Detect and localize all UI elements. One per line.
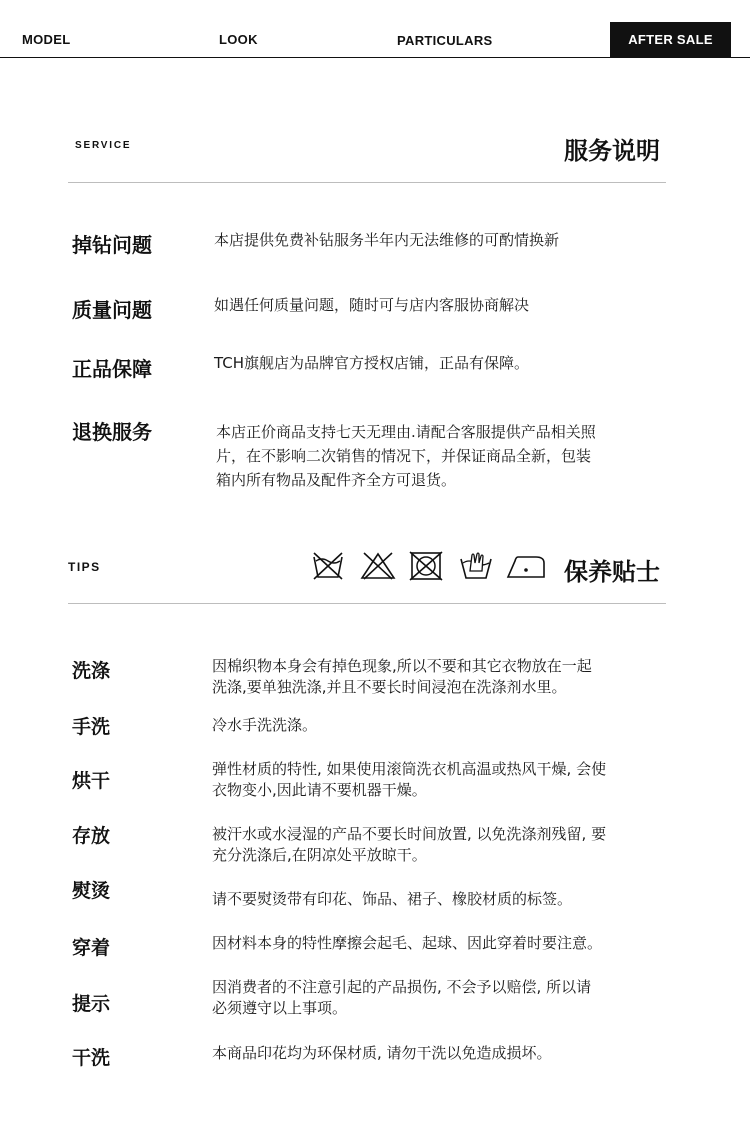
- tip-item-text: [212, 824, 662, 866]
- tip-item-label: 存放: [72, 825, 111, 847]
- service-item-text: 如遇任何质量问题，随时可与店内客服协商解决: [214, 296, 530, 314]
- no-wash-icon: [310, 551, 346, 581]
- service-item-text: 本店提供免费补钻服务半年内无法维修的可酌情换新: [214, 231, 560, 249]
- text-line: 请不要熨烫带有印花、饰品、裙子、橡胶材质的标签。: [212, 890, 573, 908]
- tip-item-label: 干洗: [72, 1047, 111, 1069]
- tip-item-text: [212, 759, 662, 801]
- nav-tab-after-sale[interactable]: [610, 22, 731, 58]
- nav-tab-model[interactable]: [22, 32, 70, 68]
- text-line: 因材料本身的特性摩擦会起毛、起球、因此穿着时要注意。: [212, 934, 603, 952]
- tip-item-label: 熨烫: [72, 880, 111, 902]
- service-item-label: 退换服务: [72, 420, 152, 444]
- service-item-label: 掉钻问题: [72, 233, 152, 257]
- tip-item-label: 洗涤: [72, 660, 111, 682]
- service-title-cn: 服务说明: [564, 137, 660, 165]
- tip-item-label: 烘干: [72, 770, 111, 792]
- iron-low-icon: [506, 551, 546, 581]
- text-line: 必须遵守以上事项。: [212, 999, 348, 1017]
- service-item-text: TCH旗舰店为品牌官方授权店铺，正品有保障。: [214, 354, 530, 372]
- text-line: 箱内所有物品及配件齐全方可退货。: [216, 471, 457, 489]
- tips-title-en: TIPS: [68, 560, 101, 574]
- nav-tab-label: LOOK: [219, 32, 258, 47]
- nav-tab-particulars[interactable]: [397, 33, 493, 69]
- service-title-en: SERVICE: [75, 140, 132, 151]
- service-item-text: [216, 420, 646, 492]
- text-line: 充分洗涤后,在阴凉处平放晾干。: [212, 846, 427, 864]
- text-line: 片，在不影响二次销售的情况下，并保证商品全新，包装: [216, 447, 592, 465]
- tip-item-text: [212, 656, 662, 698]
- tip-item-text: [212, 715, 662, 736]
- text-line: 本店正价商品支持七天无理由.请配合客服提供产品相关照: [216, 423, 596, 441]
- nav-tab-look[interactable]: [219, 32, 258, 68]
- tip-item-label: 手洗: [72, 716, 111, 738]
- text-line: 本商品印花均为环保材质, 请勿干洗以免造成损坏。: [212, 1044, 552, 1062]
- text-line: 被汗水或水浸湿的产品不要长时间放置, 以免洗涤剂残留, 要: [212, 825, 607, 843]
- tips-title-cn: 保养贴士: [564, 558, 660, 586]
- text-line: 因消费者的不注意引起的产品损伤, 不会予以赔偿, 所以请: [212, 978, 592, 996]
- text-line: 衣物变小,因此请不要机器干燥。: [212, 781, 427, 799]
- text-line: 弹性材质的特性, 如果使用滚筒洗衣机高温或热风干燥, 会使: [212, 760, 607, 778]
- divider: [68, 182, 666, 183]
- care-icons: [310, 551, 550, 581]
- nav-tab-label: AFTER SALE: [628, 32, 713, 47]
- service-item-label: 正品保障: [72, 357, 152, 381]
- service-item-label: 质量问题: [72, 298, 152, 322]
- tip-item-text: [212, 889, 662, 910]
- tip-item-text: [212, 933, 662, 954]
- nav-tab-label: PARTICULARS: [397, 33, 493, 48]
- no-bleach-icon: [360, 551, 396, 581]
- top-nav: [0, 0, 750, 58]
- nav-tab-label: MODEL: [22, 32, 71, 47]
- text-line: 洗涤,要单独洗涤,并且不要长时间浸泡在洗涤剂水里。: [212, 678, 567, 696]
- hand-wash-icon: [458, 551, 494, 581]
- divider: [68, 603, 666, 604]
- text-line: 因棉织物本身会有掉色现象,所以不要和其它衣物放在一起: [212, 657, 592, 675]
- tip-item-label: 穿着: [72, 937, 111, 959]
- tip-item-label: 提示: [72, 993, 111, 1015]
- tip-item-text: [212, 1043, 662, 1064]
- text-line: 冷水手洗洗涤。: [212, 716, 318, 734]
- tip-item-text: [212, 977, 662, 1019]
- no-tumble-dry-icon: [408, 551, 444, 581]
